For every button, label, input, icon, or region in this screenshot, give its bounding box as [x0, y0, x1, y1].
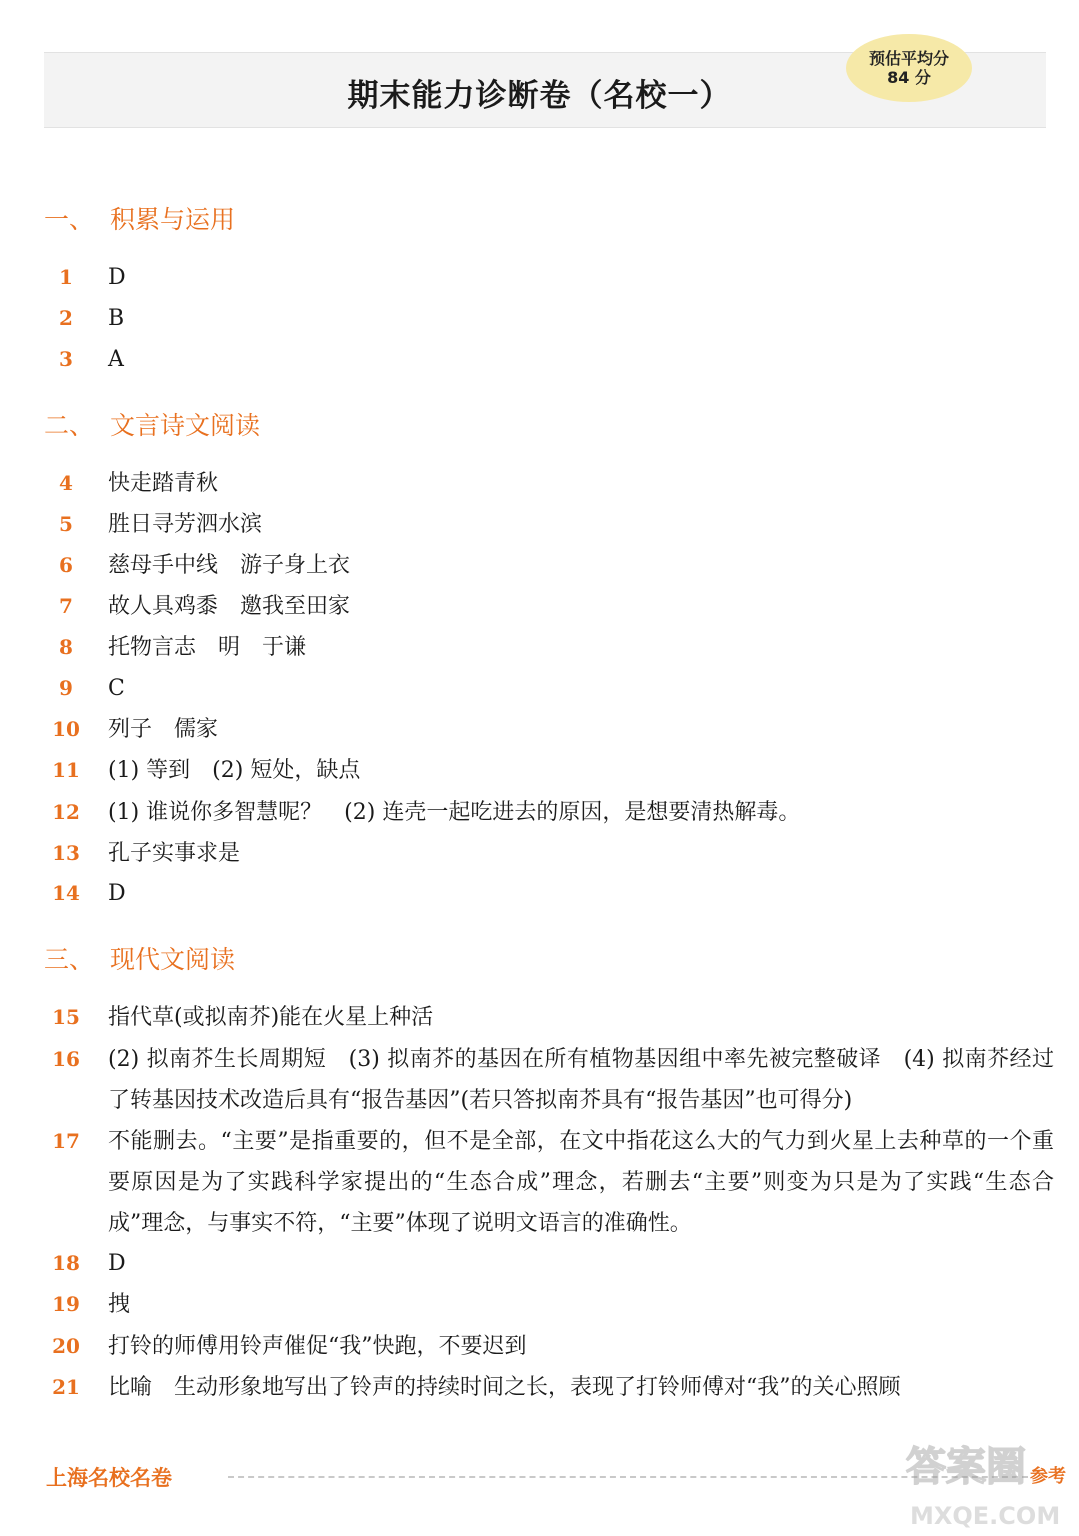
section-heading-2	[44, 406, 260, 442]
question-number: 4	[59, 471, 73, 495]
badge-score: 84 分	[887, 68, 931, 87]
watermark-url: MXQE.COM	[910, 1502, 1061, 1530]
question-number: 2	[59, 306, 73, 330]
question-answer: 孔子实事求是	[108, 841, 241, 866]
watermark-logo	[900, 1432, 1070, 1532]
question-number: 10	[52, 717, 80, 741]
question-answer: 快走踏青秋	[108, 471, 219, 496]
question-answer: 打铃的师傅用铃声催促“我”快跑，不要迟到	[108, 1334, 527, 1359]
footer-tag: 参考	[1030, 1466, 1066, 1487]
question-number: 19	[52, 1292, 80, 1316]
question-answer: C	[108, 676, 125, 701]
question-number: 17	[52, 1129, 80, 1153]
section-heading-1	[44, 200, 235, 236]
question-number: 18	[52, 1251, 80, 1275]
section-heading-3	[44, 940, 235, 976]
question-answer: D	[108, 881, 126, 906]
question-answer: A	[108, 347, 124, 372]
question-answer: (1) 谁说你多智慧呢？ (2) 连壳一起吃进去的原因，是想要清热解毒。	[108, 800, 801, 825]
question-number: 6	[59, 553, 73, 577]
question-answer: 比喻 生动形象地写出了铃声的持续时间之长，表现了打铃师傅对“我”的关心照顾	[108, 1375, 901, 1400]
question-answer: 列子 儒家	[108, 717, 219, 742]
question-number: 11	[52, 758, 80, 782]
question-number: 13	[52, 841, 80, 865]
question-number: 12	[52, 800, 80, 824]
question-number: 8	[59, 635, 73, 659]
section-title: 文言诗文阅读	[110, 411, 261, 440]
question-answer: 不能删去。“主要”是指重要的，但不是全部，在文中指花这么大的气力到火星上去种草的一个重要原因是为了实践科学家提出的“生态合成”理念，若删去“主要”则变为只是为了实践“生态合成”理念，与事实不符，“主要”体现了说明文语言的准确性。	[108, 1129, 1054, 1236]
question-answer: (2) 拟南芥生长周期短 (3) 拟南芥的基因在所有植物基因组中率先被完整破译 (4) 拟南芥经过了转基因技术改造后具有“报告基因”(若只答拟南芥具有“报告基因”也可得分)	[108, 1047, 1054, 1113]
footer-brand: 上海名校名卷	[46, 1466, 172, 1490]
question-number: 9	[59, 676, 73, 700]
question-answer: 托物言志 明 于谦	[108, 635, 307, 660]
question-answer: 指代草(或拟南芥)能在火星上种活	[108, 1005, 434, 1030]
question-number: 16	[52, 1047, 80, 1071]
watermark-text: 答案圈	[906, 1444, 1026, 1490]
question-number: 1	[59, 265, 73, 289]
section-title: 现代文阅读	[110, 945, 236, 974]
question-number: 20	[52, 1334, 80, 1358]
question-number: 14	[52, 881, 80, 905]
section-number: 三、	[44, 945, 95, 974]
question-answer: 故人具鸡黍 邀我至田家	[108, 594, 351, 619]
section-number: 二、	[44, 411, 95, 440]
question-number: 3	[59, 347, 73, 371]
badge-label: 预估平均分	[868, 49, 949, 68]
question-answer: 慈母手中线 游子身上衣	[108, 553, 351, 578]
score-badge	[846, 34, 972, 102]
question-number: 7	[59, 594, 73, 618]
question-number: 21	[52, 1375, 80, 1399]
section-number: 一、	[44, 205, 95, 234]
question-answer: D	[108, 1251, 126, 1276]
question-answer: B	[108, 306, 125, 331]
question-answer: 拽	[108, 1292, 131, 1317]
page-title: 期末能力诊断卷（名校一）	[347, 78, 732, 114]
question-answer: 胜日寻芳泗水滨	[108, 512, 263, 537]
question-answer: (1) 等到 (2) 短处，缺点	[108, 758, 361, 783]
question-number: 15	[52, 1005, 80, 1029]
section-title: 积累与运用	[110, 205, 236, 234]
question-answer: D	[108, 265, 126, 290]
question-number: 5	[59, 512, 73, 536]
